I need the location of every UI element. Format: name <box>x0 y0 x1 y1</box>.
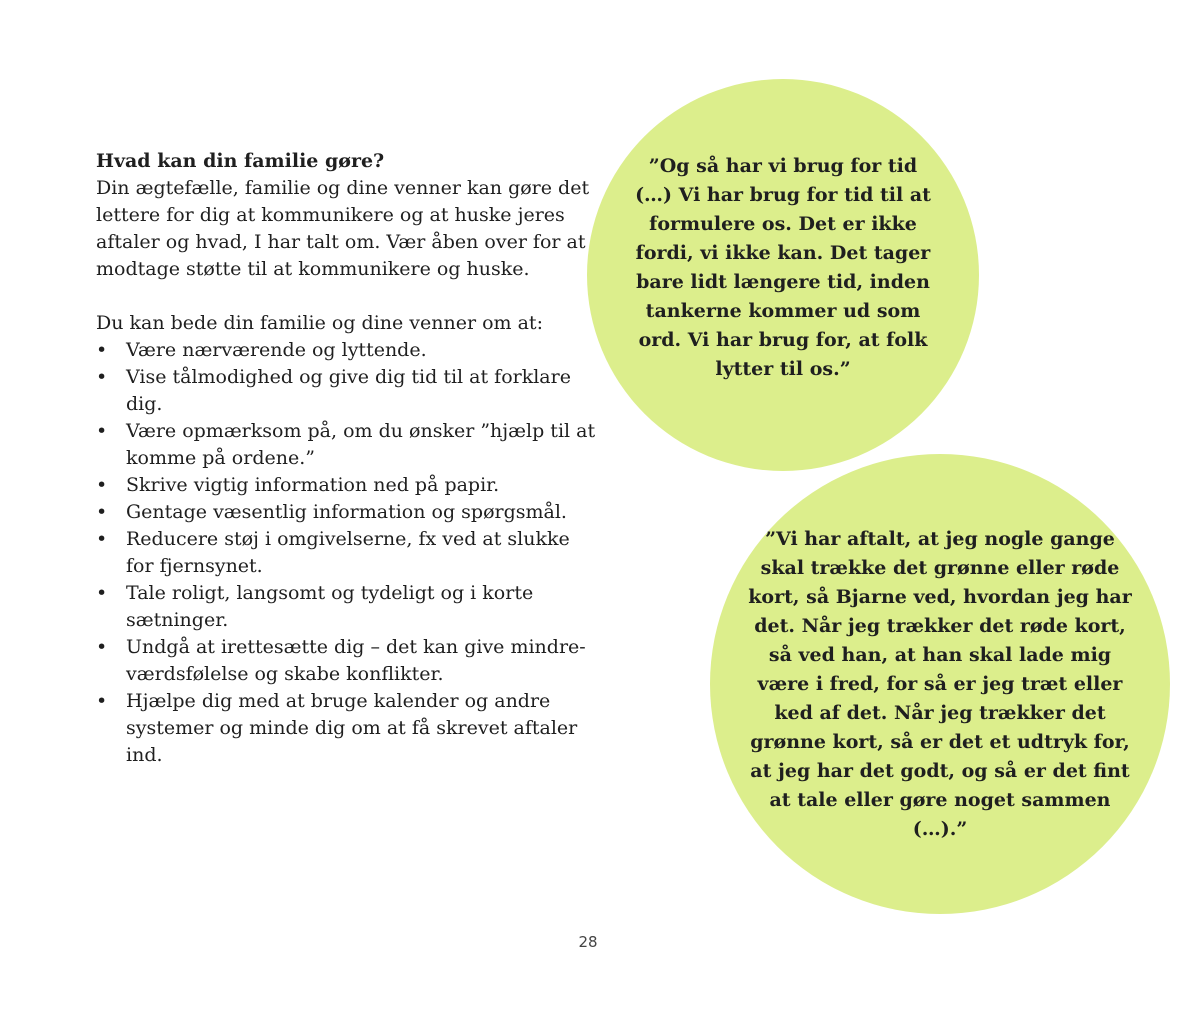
bullet-icon: • <box>96 366 108 388</box>
advice-list <box>96 337 596 769</box>
quote-text: ”Vi har aftalt, at jeg nogle gange skal trække det grønne eller røde kort, så Bjarne ved, hvordan jeg har det. Når jeg trækker det røde kort, så ved han, at han skal lade mig være i fred, for så er jeg træt eller ked af det. Når jeg trækker det grønne kort, så er det et udtryk for, at jeg har det godt, og så er det fint at tale eller gøre noget sammen (…).” <box>748 527 1132 840</box>
quote-text: ”Og så har vi brug for tid (…) Vi har brug for tid til at formulere os. Det er ikke fordi, vi ikke kan. Det tager bare lidt længere tid, inden tankerne kommer ud som ord. Vi har brug for, at folk lytter til os.” <box>635 155 931 380</box>
bullet-icon: • <box>96 528 108 550</box>
quote-circle-top <box>587 79 979 471</box>
bullet-icon: • <box>96 582 108 604</box>
list-item: • Skrive vigtig information ned på papir. <box>96 472 596 499</box>
list-item: • Være nærværende og lyttende. <box>96 337 596 364</box>
main-text-column <box>96 148 596 769</box>
bullet-icon: • <box>96 420 108 442</box>
bullet-icon: • <box>96 690 108 712</box>
list-intro: Du kan bede din familie og dine venner om at: <box>96 312 543 334</box>
list-item: • Tale roligt, langsomt og tydeligt og i korte sætninger. <box>96 582 534 631</box>
list-item: • Gentage væsentlig information og spørgsmål. <box>96 499 596 526</box>
list-item: • Undgå at irettesætte dig – det kan give mindre-værdsfølelse og skabe konflikter. <box>96 636 586 685</box>
quote-circle-bottom <box>710 454 1170 914</box>
list-item: • Hjælpe dig med at bruge kalender og andre systemer og minde dig om at få skrevet aftaler ind. <box>96 690 578 766</box>
list-item: • Være opmærksom på, om du ønsker ”hjælp til at komme på ordene.” <box>96 420 596 469</box>
list-item: • Reducere støj i omgivelserne, fx ved at slukke for fjernsynet. <box>96 528 570 577</box>
bullet-icon: • <box>96 501 108 523</box>
section-heading: Hvad kan din familie gøre? <box>96 150 385 172</box>
bullet-icon: • <box>96 636 108 658</box>
intro-paragraph: Din ægtefælle, familie og dine venner kan gøre det lettere for dig at kommunikere og at huske jeres aftaler og hvad, I har talt om. Vær åben over for at modtage støtte til at kommunikere og huske. <box>96 177 590 280</box>
page-number: 28 <box>578 933 598 951</box>
bullet-icon: • <box>96 474 108 496</box>
list-item: • Vise tålmodighed og give dig tid til at forklare dig. <box>96 366 571 415</box>
bullet-icon: • <box>96 339 108 361</box>
